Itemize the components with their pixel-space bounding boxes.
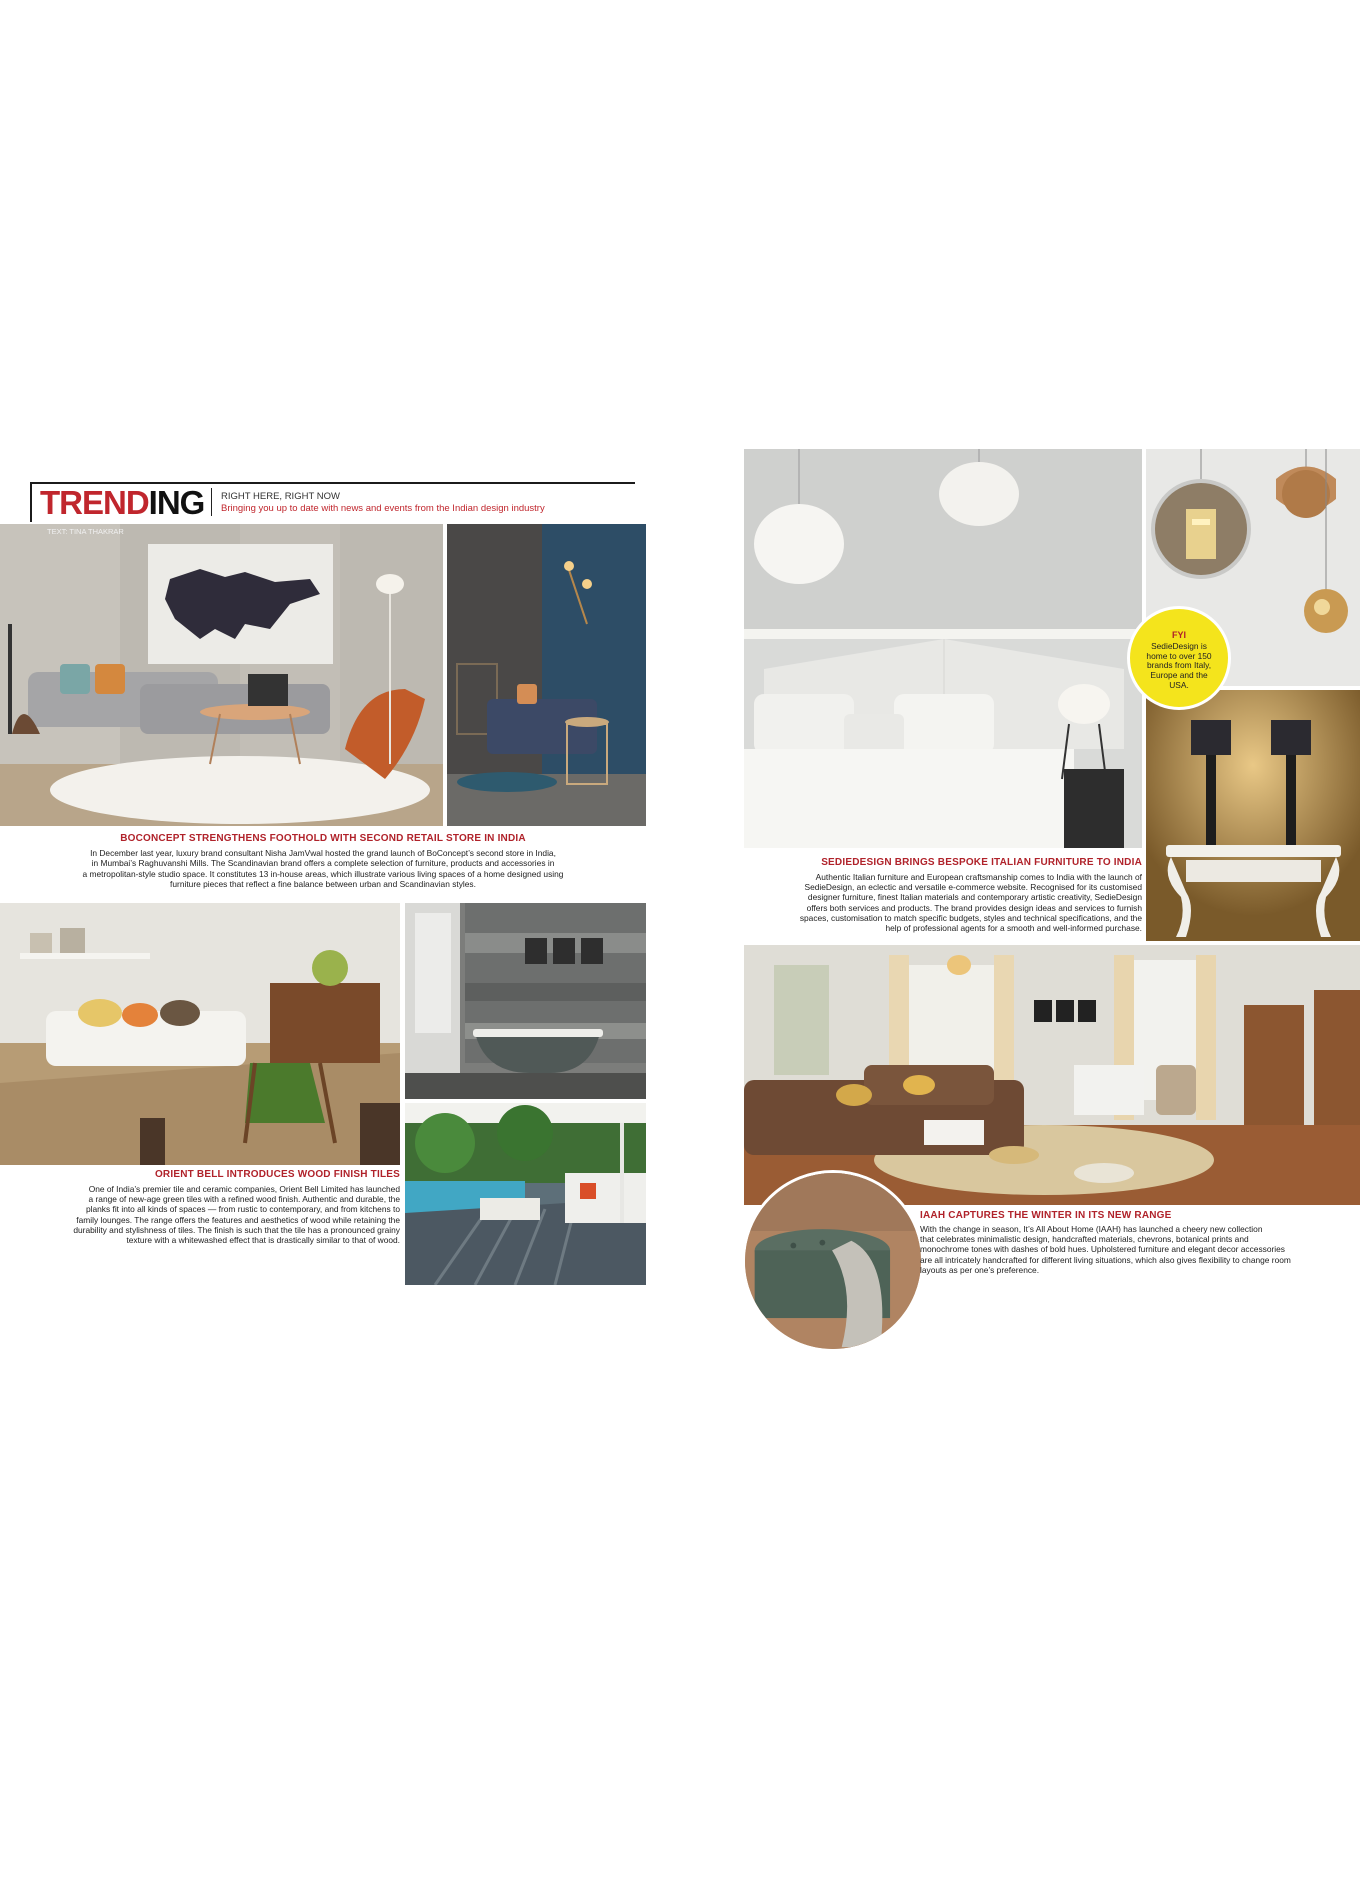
- photo-credit: TEXT: TINA THAKRAR: [47, 527, 124, 536]
- iaah-living-room-photo: [744, 945, 1360, 1205]
- fyi-line: Europe and the: [1150, 670, 1208, 681]
- orient-bell-heading: ORIENT BELL INTRODUCES WOOD FINISH TILES: [154, 1169, 400, 1180]
- sediedesign-console-photo: [1146, 690, 1360, 941]
- orient-bell-body: [34, 1184, 400, 1245]
- fyi-title: FYI: [1171, 630, 1186, 640]
- sediedesign-line: spaces, customisation to match specific budgets, styles and technical specifications, and the: [799, 912, 1142, 923]
- fyi-line: home to over 150: [1146, 650, 1212, 661]
- section-logo: [40, 485, 204, 521]
- section-logo-black: ING: [148, 484, 205, 521]
- fyi-line: SedieDesign is: [1151, 640, 1207, 651]
- section-logo-red: TREND: [40, 484, 149, 521]
- fyi-line: USA.: [1169, 679, 1189, 690]
- sediedesign-line: offers both services and products. The brand provides design ideas and services to furnish: [806, 902, 1142, 913]
- orient-bell-line: durability and stylishness of tiles. The finish is such that the tile has a pronounced grainy: [73, 1224, 400, 1235]
- boconcept-line: In December last year, luxury brand consultant Nisha JamVwal hosted the grand launch of BoConcept’s second store in India,: [90, 848, 556, 858]
- orient-bell-living-room-photo: [0, 903, 400, 1165]
- boconcept-line: in Mumbai’s Raghuvanshi Mills. The Scandinavian brand offers a complete selection of furniture, products and accessories in: [91, 858, 555, 869]
- sediedesign-heading: SEDIEDESIGN BRINGS BESPOKE ITALIAN FURNITURE TO INDIA: [821, 857, 1142, 868]
- iaah-ottoman-circle-photo: [742, 1170, 924, 1352]
- orient-bell-line: a range of new-age green tiles with a refined wood finish. Authentic and durable, the: [88, 1194, 400, 1205]
- iaah-line: monochrome tones with dashes of bold hues. Upholstered furniture and elegant decor accessories: [920, 1244, 1285, 1255]
- iaah-body: [920, 1224, 1356, 1275]
- orient-bell-bathroom-photo: [405, 903, 646, 1099]
- boconcept-heading: BOCONCEPT STRENGTHENS FOOTHOLD WITH SECOND RETAIL STORE IN INDIA: [120, 833, 526, 844]
- iaah-line: layouts as per one’s preference.: [920, 1264, 1040, 1275]
- header-subtitle: Bringing you up to date with news and events from the Indian design industry: [221, 503, 545, 514]
- header-left-rule: [30, 482, 32, 522]
- boconcept-living-room-photo: [0, 524, 443, 826]
- sediedesign-body: [744, 872, 1142, 933]
- iaah-line: are all intricately handcrafted for different living situations, which also gives flexibility to change room: [920, 1254, 1291, 1265]
- header-box: [30, 482, 635, 522]
- sediedesign-bedroom-photo: [744, 449, 1142, 848]
- orient-bell-line: family lounges. The range offers the features and aesthetics of wood while retaining the: [76, 1214, 400, 1225]
- header-divider: [211, 488, 212, 516]
- sediedesign-line: SedieDesign, an eclectic and versatile e-commerce website. Recognised for its customised: [804, 882, 1142, 893]
- fyi-line: brands from Italy,: [1146, 660, 1212, 671]
- fyi-badge: [1127, 606, 1231, 710]
- header-kicker: RIGHT HERE, RIGHT NOW: [221, 491, 340, 502]
- boconcept-line: a metropolitan-style studio space. It constitutes 13 in-house areas, which illustrate various living spaces of a home designed using: [82, 868, 564, 879]
- orient-bell-line: texture with a whitewashed effect that is drastically similar to that of wood.: [126, 1235, 400, 1246]
- boconcept-body: [20, 848, 626, 890]
- orient-bell-line: planks fit into all kinds of spaces — from rustic to contemporary, and from kitchens to: [85, 1204, 400, 1215]
- boconcept-line: furniture pieces that reflect a fine balance between urban and Scandinavian styles.: [170, 879, 476, 890]
- orient-bell-patio-photo: [405, 1103, 646, 1285]
- sediedesign-line: Authentic Italian furniture and European craftsmanship comes to India with the launch of: [815, 872, 1142, 882]
- orient-bell-line: One of India’s premier tile and ceramic companies, Orient Bell Limited has launched: [88, 1184, 400, 1194]
- boconcept-corner-photo: [447, 524, 646, 826]
- iaah-heading: IAAH CAPTURES THE WINTER IN ITS NEW RANGE: [920, 1210, 1172, 1221]
- iaah-line: With the change in season, It’s All About Home (IAAH) has launched a cheery new collection: [920, 1224, 1263, 1234]
- sediedesign-line: designer furniture, finest Italian materials and contemporary artistic creativity, SedieDesign: [807, 892, 1142, 903]
- sediedesign-line: help of professional agents for a smooth and well-informed purchase.: [885, 923, 1142, 934]
- iaah-line: that celebrates minimalistic design, handcrafted materials, chevrons, botanical prints and: [920, 1234, 1249, 1245]
